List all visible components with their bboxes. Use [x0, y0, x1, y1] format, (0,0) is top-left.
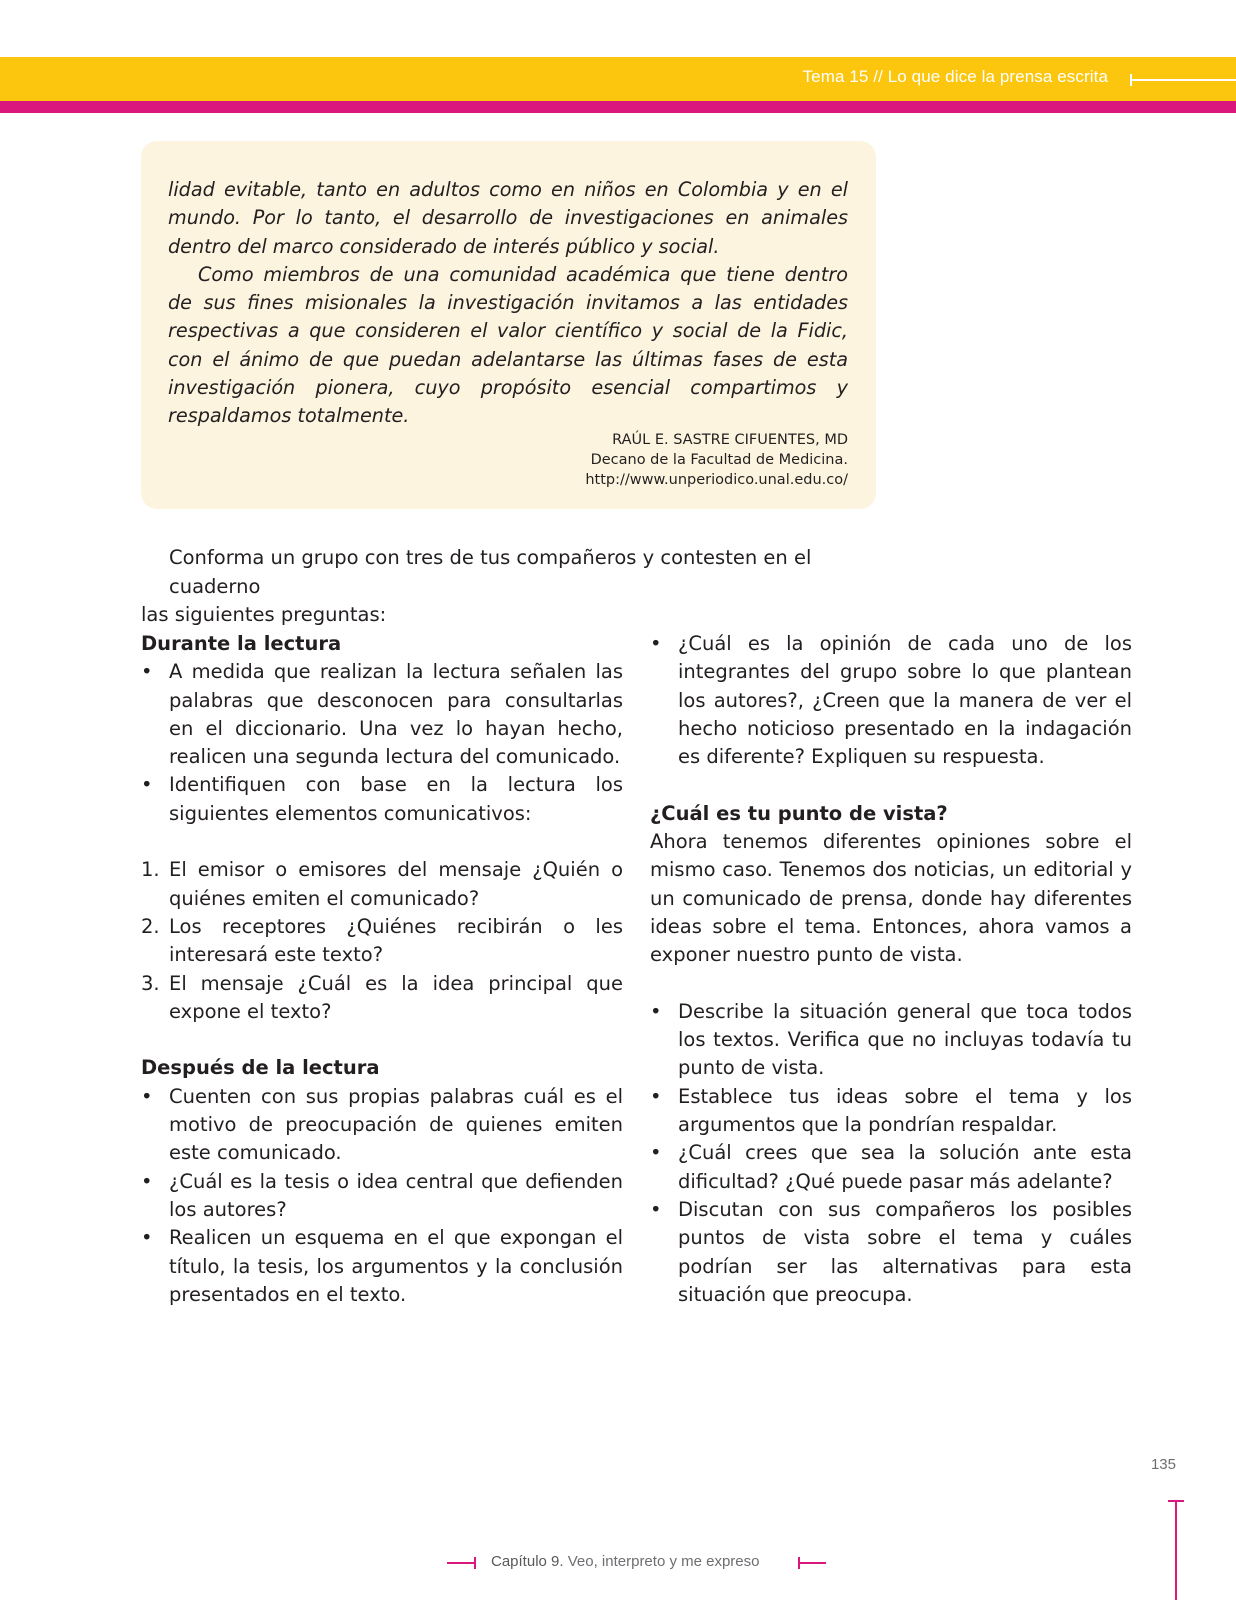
chapter-footer — [491, 1553, 760, 1570]
list-item: 2. Los receptores ¿Quiénes recibirán o les interesará este texto? — [141, 914, 623, 967]
quote-paragraph-1: lidad evitable, tanto en adultos como en niños en Colombia y en el mundo. Por lo tanto, el desarrollo de investigaciones en animales dentro del marco considerado de interés público y social. — [168, 178, 848, 258]
list-item: • ¿Cuál es la tesis o idea central que defienden los autores? — [141, 1169, 623, 1221]
bullet: • — [650, 1084, 662, 1108]
item-number: 1. — [141, 858, 160, 882]
signature-role: Decano de la Facultad de Medicina. — [590, 452, 848, 468]
list-item: • Discutan con sus compañeros los posibles puntos de vista sobre el tema y cuáles podrían ser las alternativas para esta situación que preocupa. — [650, 1197, 1132, 1306]
signature-url: http://www.unperiodico.unal.edu.co/ — [585, 472, 848, 488]
signature-name: RAÚL E. SASTRE CIFUENTES, MD — [612, 432, 848, 448]
viewpoint-heading: ¿Cuál es tu punto de vista? — [650, 801, 948, 825]
side-rule — [1175, 1500, 1177, 1600]
item-number: 3. — [141, 971, 160, 995]
footer-rule-right — [798, 1562, 826, 1564]
left-column — [141, 630, 623, 1309]
bullet: • — [141, 1169, 153, 1193]
list-item: • Cuenten con sus propias palabras cuál es el motivo de preocupación de quienes emiten este comunicado. — [141, 1084, 623, 1165]
quote-signature — [585, 430, 848, 490]
viewpoint-paragraph: Ahora tenemos diferentes opiniones sobre el mismo caso. Tenemos dos noticias, un editorial y un comunicado de prensa, donde hay diferentes ideas sobre el tema. Entonces, ahora vamos a exponer nuestro punto de vista. — [650, 830, 1132, 967]
quote-text — [168, 176, 848, 431]
intro-paragraph — [141, 544, 881, 630]
communicative-elements-list — [141, 856, 623, 1026]
list-item: • Realicen un esquema en el que expongan el título, la tesis, los argumentos y la conclusión presentados en el texto. — [141, 1226, 623, 1306]
chapter-label: Capítulo 9. — [491, 1553, 564, 1570]
bullet: • — [650, 632, 662, 655]
footer-rule-left — [447, 1562, 475, 1564]
bullet: • — [141, 773, 153, 797]
list-item: 3. El mensaje ¿Cuál es la idea principal que expone el texto? — [141, 971, 623, 1023]
list-item: • Describe la situación general que toca todos los textos. Verifica que no incluyas todavía tu punto de vista. — [650, 999, 1132, 1080]
list-item: • ¿Cuál es la opinión de cada uno de los integrantes del grupo sobre lo que plantean los autores?, ¿Creen que la manera de ver el hecho noticioso presentado en la indagación es diferente? Expliquen su respuesta. — [650, 632, 1132, 769]
page-number: 135 — [1150, 1456, 1176, 1473]
footer-tick-left — [474, 1557, 476, 1569]
after-reading-heading: Después de la lectura — [141, 1056, 380, 1080]
during-reading-heading: Durante la lectura — [141, 632, 342, 655]
intro-line-1: Conforma un grupo con tres de tus compañeros y contesten en el cuaderno — [169, 546, 812, 598]
item-number: 2. — [141, 914, 160, 938]
bullet: • — [650, 999, 662, 1023]
bullet: • — [650, 1197, 662, 1221]
quote-paragraph-2: Como miembros de una comunidad académica que tiene dentro de sus fines misionales la investigación invitamos a las entidades respectivas a que consideren el valor científico y social de la Fidic, con el ánimo de que puedan adelantarse las últimas fases de esta investigación pionera, cuyo propósito esencial compartimos y respaldamos totalmente. — [168, 262, 848, 428]
list-item: 1. El emisor o emisores del mensaje ¿Quién o quiénes emiten el comunicado? — [141, 858, 623, 910]
during-reading-list — [141, 658, 623, 828]
header-band-magenta — [0, 101, 1236, 113]
bullet: • — [141, 660, 153, 684]
opinion-list — [650, 630, 1132, 771]
list-item: • ¿Cuál crees que sea la solución ante esta dificultad? ¿Qué puede pasar más adelante? — [650, 1141, 1132, 1193]
header-rule — [1130, 79, 1236, 81]
list-item: • Identifiquen con base en la lectura los siguientes elementos comunicativos: — [141, 773, 623, 825]
right-column — [650, 630, 1132, 1309]
bullet: • — [650, 1141, 662, 1165]
after-reading-list — [141, 1083, 623, 1309]
list-item: • Establece tus ideas sobre el tema y los argumentos que la pondrían respaldar. — [650, 1084, 1132, 1137]
intro-line-2: las siguientes preguntas: — [141, 603, 387, 626]
viewpoint-list — [650, 998, 1132, 1309]
list-item: • A medida que realizan la lectura señalen las palabras que desconocen para consultarlas en el diccionario. Una vez lo hayan hecho, realicen una segunda lectura del comunicado. — [141, 660, 623, 769]
bullet: • — [141, 1084, 153, 1108]
chapter-title: Veo, interpreto y me expreso — [567, 1553, 760, 1570]
chapter-topic-title: Tema 15 // Lo que dice la prensa escrita — [802, 67, 1108, 86]
bullet: • — [141, 1226, 153, 1250]
